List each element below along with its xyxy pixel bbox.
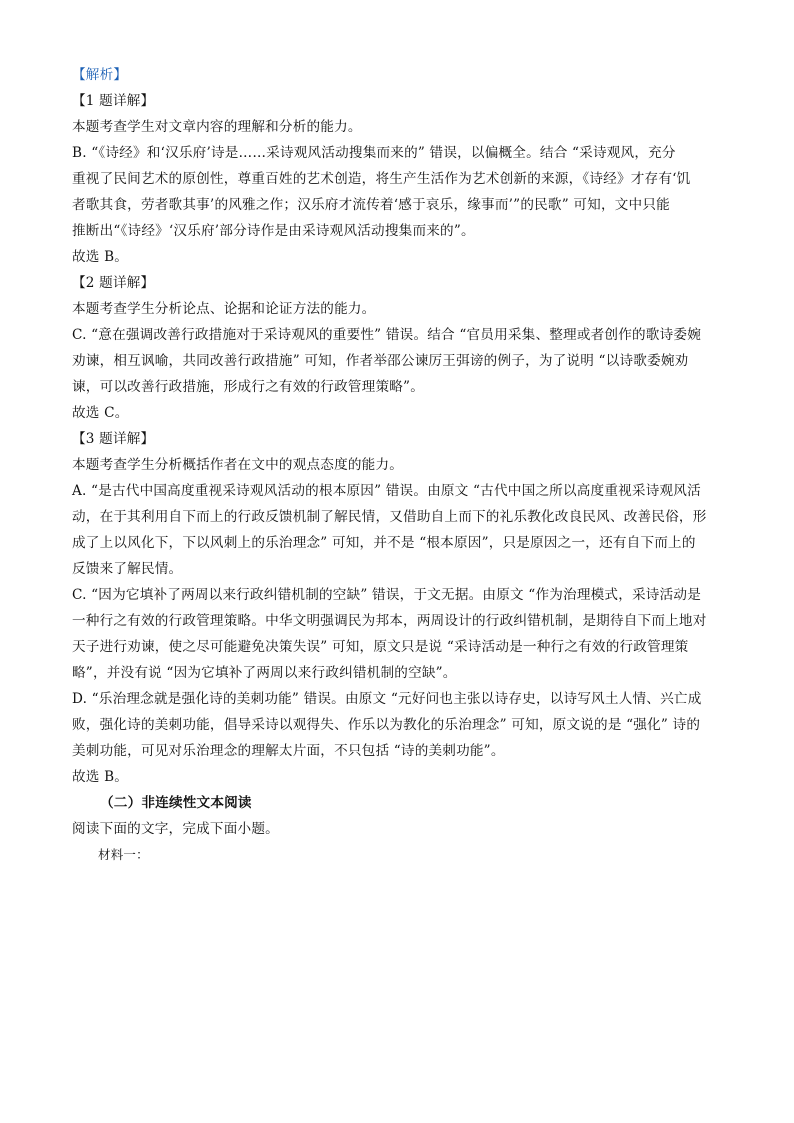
q3-option-d-line: 美刺功能，可见对乐治理念的理解太片面，不只包括 “诗的美刺功能”。 xyxy=(72,743,505,759)
q3-option-a-line: 动，在于其利用自下而上的行政反馈机制了解民情，又借助自上而下的礼乐教化改良民风、改善民俗，形 xyxy=(72,509,707,525)
q3-option-c-line: 天子进行劝谏，使之尽可能避免决策失误” 可知，原文只是说 “采诗活动是一种行之有效的行政管理策 xyxy=(72,639,689,655)
q3-option-d-line: D. “乐治理念就是强化诗的美刺功能” 错误。由原文 “元好问也主张以诗存史，以诗写风土人情、兴亡成 xyxy=(72,691,702,707)
q3-option-c-line: 一种行之有效的行政管理策略。中华文明强调民为邦本，两周设计的行政纠错机制，是期待自下而上地对 xyxy=(72,613,707,629)
q3-option-a-line: 反馈来了解民情。 xyxy=(72,561,183,577)
q3-option-a-line: 成了上以风化下，下以风刺上的乐治理念” 可知，并不是 “根本原因”，只是原因之一，还有自下而上的 xyxy=(72,535,696,551)
section2-instruction: 阅读下面的文字，完成下面小题。 xyxy=(72,821,279,837)
q1-line: 重视了民间艺术的原创性，尊重百姓的艺术创造，将生产生活作为艺术创新的来源，《诗经》才存有‘饥 xyxy=(72,171,691,187)
section2-heading: （二）非连续性文本阅读 xyxy=(100,795,252,811)
q1-line: 者歌其食，劳者歌其事’的风雅之作；汉乐府才流传着‘感于哀乐，缘事而’”的民歌” 可知，文中只能 xyxy=(72,197,670,213)
q3-option-d-line: 败，强化诗的美刺功能，倡导采诗以观得失、作乐以为教化的乐治理念” 可知，原文说的是 “强化” 诗的 xyxy=(72,717,701,733)
q2-line: 谏，可以改善行政措施，形成行之有效的行政管理策略”。 xyxy=(72,379,424,395)
q1-intro: 本题考查学生对文章内容的理解和分析的能力。 xyxy=(72,119,362,135)
q1-line: 推断出“《诗经》‘汉乐府’部分诗作是由采诗观风活动搜集而来的”。 xyxy=(72,223,475,239)
q1-answer: 故选 B。 xyxy=(72,249,129,265)
q3-answer: 故选 B。 xyxy=(72,769,129,785)
q2-line: 劝谏，相互讽喻，共同改善行政措施” 可知，作者举邵公谏厉王弭谤的例子，为了说明 “以诗歌委婉劝 xyxy=(72,353,689,369)
q3-intro: 本题考查学生分析概括作者在文中的观点态度的能力。 xyxy=(72,457,404,473)
q3-option-c-line: 略”，并没有说 “因为它填补了两周以来行政纠错机制的空缺”。 xyxy=(72,665,457,681)
material-label: 材料一： xyxy=(98,847,149,862)
q2-heading: 【2 题详解】 xyxy=(72,275,155,291)
q3-heading: 【3 题详解】 xyxy=(72,431,155,447)
q2-line: C. “意在强调改善行政措施对于采诗观风的重要性” 错误。结合 “官员用采集、整理或者创作的歌诗委婉 xyxy=(72,327,701,343)
q2-answer: 故选 C。 xyxy=(72,405,129,421)
document-page xyxy=(72,62,722,868)
q3-option-a-line: A. “是古代中国高度重视采诗观风活动的根本原因” 错误。由原文 “古代中国之所以高度重视采诗观风活 xyxy=(72,483,701,499)
q1-line: B. “《诗经》和‘汉乐府’诗是……采诗观风活动搜集而来的” 错误，以偏概全。结合 “采诗观风，充分 xyxy=(72,145,676,161)
analysis-label: 【解析】 xyxy=(72,67,128,83)
q2-intro: 本题考查学生分析论点、论据和论证方法的能力。 xyxy=(72,301,376,317)
q1-heading: 【1 题详解】 xyxy=(72,93,155,109)
q3-option-c-line: C. “因为它填补了两周以来行政纠错机制的空缺” 错误，于文无据。由原文 “作为治理模式，采诗活动是 xyxy=(72,587,701,603)
